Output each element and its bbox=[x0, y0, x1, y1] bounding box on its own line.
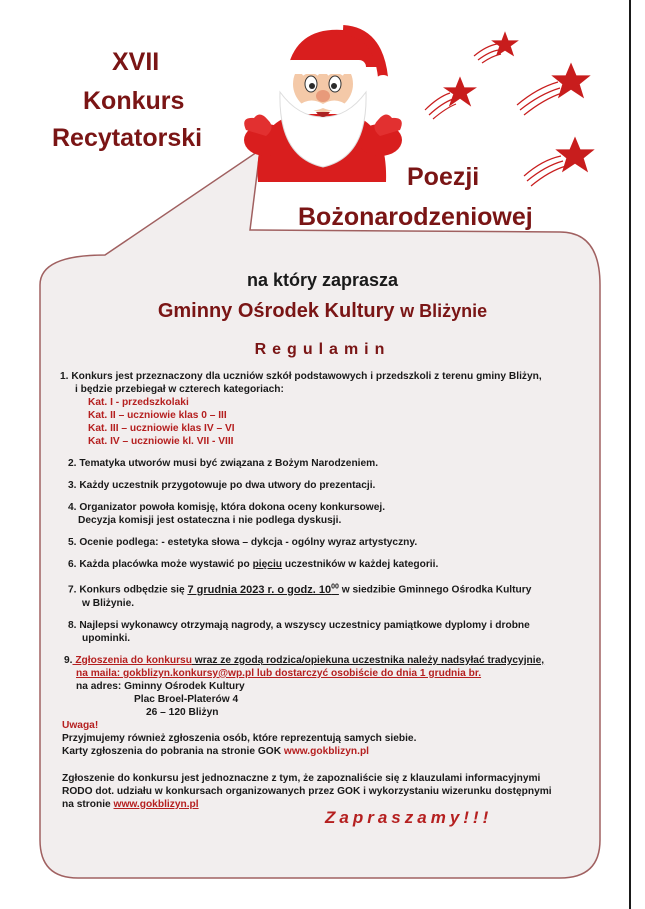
rule-9-postcode: 26 – 120 Bliżyn bbox=[146, 706, 219, 718]
title-recytatorski: Recytatorski bbox=[52, 124, 203, 152]
rule-3: 3. Każdy uczestnik przygotowuje po dwa utwory do prezentacji. bbox=[68, 480, 376, 491]
rules-list bbox=[60, 370, 590, 811]
category-4: Kat. IV – uczniowie kl. VII - VIII bbox=[88, 436, 234, 447]
website-link[interactable]: www.gokblizyn.pl bbox=[283, 745, 369, 757]
organizer-line bbox=[0, 300, 645, 323]
organizer-name: Gminny Ośrodek Kultury bbox=[157, 300, 395, 322]
note-heading: Uwaga! bbox=[62, 719, 99, 731]
rodo-text-2: RODO dot. udziału w konkursach organizowanych przez GOK i wykorzystaniu wizerunku dostępnymi bbox=[62, 785, 552, 797]
rule-8-cont: upominki. bbox=[82, 632, 131, 644]
closing-invitation: Zapraszamy!!! bbox=[325, 808, 493, 827]
category-1: Kat. I - przedszkolaki bbox=[88, 397, 189, 408]
rule-6-underlined: pięciu bbox=[252, 559, 283, 570]
title-poezji: Poezji bbox=[407, 163, 480, 191]
shooting-star-icon bbox=[524, 138, 593, 186]
note-2: Karty zgłoszenia do pobrania na stronie GOK www.gokblizyn.pl bbox=[62, 745, 369, 757]
title-bozonarodzeniowej: Bożonarodzeniowej bbox=[298, 203, 533, 231]
shooting-star-icon bbox=[517, 64, 589, 115]
rule-1-text: 1. Konkurs jest przeznaczony dla uczniów szkół podstawowych i przedszkoli z terenu gminy Bliżyn, bbox=[60, 371, 542, 382]
rule-4: 4. Organizator powoła komisję, która dokona oceny konkursowej. bbox=[68, 502, 386, 513]
rule-1-text-cont: i będzie przebiegał w czterech kategoriach: bbox=[75, 384, 284, 395]
rule-9-registration: Zgłoszenia do konkursu bbox=[72, 654, 192, 666]
organizer-place: w Bliżynie bbox=[400, 301, 488, 321]
rule-9-street: Plac Broel-Platerów 4 bbox=[134, 693, 239, 705]
rule-6: 6. Każda placówka może wystawić po pięciu uczestników w każdej kategorii. bbox=[68, 559, 439, 570]
note-1: Przyjmujemy również zgłoszenia osób, które reprezentują samych siebie. bbox=[62, 732, 417, 744]
invite-line: na który zaprasza bbox=[246, 270, 399, 290]
rodo-text-3: na stronie www.gokblizyn.pl bbox=[62, 798, 199, 810]
rule-7-date: 7 grudnia 2023 r. o godz. $10^{00}$ bbox=[187, 583, 339, 596]
title-konkurs: Konkurs bbox=[83, 87, 185, 115]
title-edition: XVII bbox=[112, 48, 160, 76]
category-3: Kat. III – uczniowie klas IV – VI bbox=[88, 423, 235, 434]
rule-9: 9. Zgłoszenia do konkursu wraz ze zgodą rodzica/opiekuna uczestnika należy nadsyłać tradycyjnie, bbox=[64, 654, 545, 666]
rule-5: 5. Ocenie podlega: - estetyka słowa – dykcja - ogólny wyraz artystyczny. bbox=[68, 537, 418, 548]
regulamin-heading: Regulamin bbox=[254, 341, 391, 358]
rule-9-address: na adres: Gminny Ośrodek Kultury bbox=[76, 680, 245, 692]
rule-1 bbox=[60, 370, 590, 383]
rule-2: 2. Tematyka utworów musi być związana z Bożym Narodzeniem. bbox=[68, 458, 379, 469]
rule-7: 7. Konkurs odbędzie się 7 grudnia 2023 r. o godz. $10^{00}$ w siedzibie Gminnego Ośrodka Kultury bbox=[68, 583, 532, 596]
rule-9-email[interactable]: na maila: gokblizyn.konkursy@wp.pl lub dostarczyć osobiście do dnia 1 grudnia br. bbox=[76, 667, 482, 679]
rule-4-cont: Decyzja komisji jest ostateczna i nie podlega dyskusji. bbox=[78, 515, 342, 526]
website-link-rodo[interactable]: www.gokblizyn.pl bbox=[113, 798, 199, 810]
category-2: Kat. II – uczniowie klas 0 – III bbox=[88, 410, 227, 421]
shooting-star-icon bbox=[474, 33, 517, 63]
rule-7-cont: w Bliżynie. bbox=[82, 597, 135, 609]
rodo-text-1: Zgłoszenie do konkursu jest jednoznaczne z tym, że zapoznaliście się z klauzulami informacyjnymi bbox=[62, 772, 541, 784]
rule-8: 8. Najlepsi wykonawcy otrzymają nagrody, a wszyscy uczestnicy pamiątkowe dyplomy i drobne bbox=[68, 619, 530, 631]
shooting-star-icon bbox=[425, 78, 475, 119]
